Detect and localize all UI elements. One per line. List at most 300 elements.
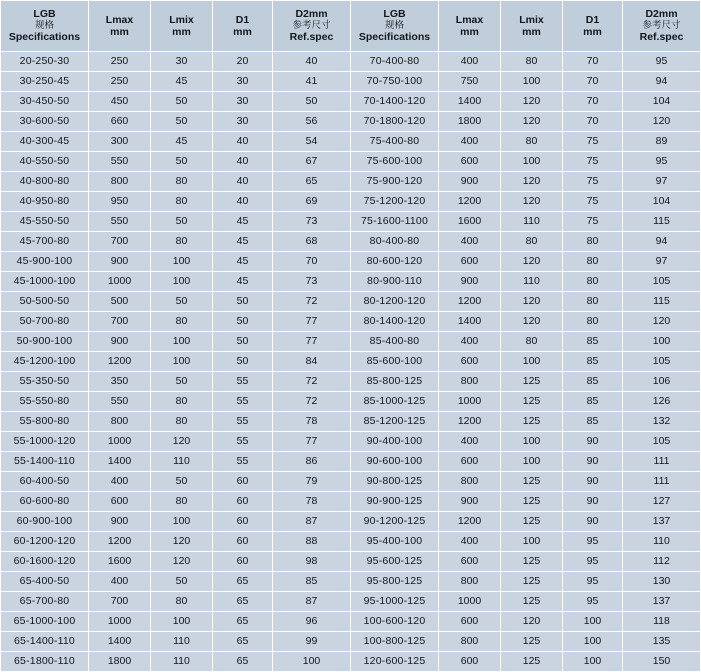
table-row — [1, 92, 701, 112]
table-body — [1, 52, 701, 672]
cell-specification: 80-400-80 — [351, 232, 439, 252]
column-header-subtitle-en: Specifications — [8, 31, 81, 44]
cell-value: 125 — [501, 372, 563, 392]
table-row — [1, 172, 701, 192]
cell-value: 75 — [563, 152, 623, 172]
cell-value: 100 — [623, 332, 701, 352]
cell-value: 50 — [151, 212, 213, 232]
cell-value: 54 — [273, 132, 351, 152]
cell-value: 400 — [89, 572, 151, 592]
table-row — [1, 112, 701, 132]
cell-value: 118 — [623, 612, 701, 632]
cell-value: 100 — [563, 612, 623, 632]
cell-value: 75 — [563, 132, 623, 152]
cell-value: 50 — [151, 572, 213, 592]
cell-value: 45 — [213, 212, 273, 232]
cell-value: 125 — [501, 652, 563, 672]
cell-value: 400 — [439, 532, 501, 552]
cell-value: 400 — [439, 432, 501, 452]
cell-value: 1400 — [439, 92, 501, 112]
cell-value: 100 — [151, 512, 213, 532]
cell-value: 600 — [439, 612, 501, 632]
cell-value: 75 — [563, 192, 623, 212]
cell-value: 126 — [623, 392, 701, 412]
cell-value: 250 — [89, 52, 151, 72]
column-header-title: LGB — [383, 8, 406, 21]
cell-value: 100 — [151, 252, 213, 272]
cell-value: 110 — [151, 632, 213, 652]
table-row — [1, 612, 701, 632]
cell-value: 60 — [213, 552, 273, 572]
table-row — [1, 192, 701, 212]
cell-value: 106 — [623, 372, 701, 392]
cell-specification: 45-1000-100 — [1, 272, 89, 292]
cell-specification: 50-500-50 — [1, 292, 89, 312]
cell-value: 110 — [501, 272, 563, 292]
cell-value: 900 — [439, 492, 501, 512]
cell-value: 90 — [563, 472, 623, 492]
cell-value: 400 — [439, 132, 501, 152]
cell-value: 120 — [151, 532, 213, 552]
cell-value: 60 — [213, 512, 273, 532]
cell-specification: 80-600-120 — [351, 252, 439, 272]
cell-value: 80 — [151, 312, 213, 332]
cell-value: 130 — [623, 572, 701, 592]
cell-value: 55 — [213, 372, 273, 392]
column-header-subtitle-en: mm — [460, 26, 479, 38]
cell-value: 120 — [623, 312, 701, 332]
column-header-subtitle-cn: 规格 — [384, 19, 404, 31]
cell-value: 1000 — [89, 272, 151, 292]
cell-specification: 80-900-110 — [351, 272, 439, 292]
cell-value: 70 — [563, 52, 623, 72]
cell-value: 120 — [623, 112, 701, 132]
cell-value: 30 — [151, 52, 213, 72]
table-row — [1, 392, 701, 412]
cell-value: 1200 — [439, 292, 501, 312]
cell-value: 20 — [213, 52, 273, 72]
cell-value: 85 — [273, 572, 351, 592]
cell-value: 95 — [563, 532, 623, 552]
cell-value: 150 — [623, 652, 701, 672]
cell-specification: 95-400-100 — [351, 532, 439, 552]
cell-specification: 90-800-125 — [351, 472, 439, 492]
column-header-lmix-right — [501, 1, 563, 52]
cell-value: 88 — [273, 532, 351, 552]
cell-value: 127 — [623, 492, 701, 512]
cell-value: 78 — [273, 412, 351, 432]
cell-value: 65 — [213, 652, 273, 672]
cell-specification: 75-1200-120 — [351, 192, 439, 212]
table-row — [1, 252, 701, 272]
cell-value: 550 — [89, 392, 151, 412]
column-header-title: D2mm — [645, 8, 678, 21]
cell-value: 125 — [501, 492, 563, 512]
cell-value: 135 — [623, 632, 701, 652]
table-row — [1, 532, 701, 552]
table-row — [1, 72, 701, 92]
cell-value: 100 — [273, 652, 351, 672]
table-row — [1, 472, 701, 492]
cell-value: 50 — [213, 292, 273, 312]
table-row — [1, 132, 701, 152]
column-header-title: D1 — [235, 13, 250, 26]
column-header-subtitle-cn: 参考尺寸 — [642, 19, 681, 31]
column-header-title: Lmix — [519, 13, 544, 26]
table-header — [1, 1, 701, 52]
column-header-d2-left — [273, 1, 351, 52]
cell-value: 600 — [439, 252, 501, 272]
cell-specification: 40-950-80 — [1, 192, 89, 212]
cell-specification: 65-400-50 — [1, 572, 89, 592]
table-row — [1, 572, 701, 592]
cell-value: 550 — [89, 212, 151, 232]
cell-value: 900 — [89, 252, 151, 272]
cell-specification: 90-1200-125 — [351, 512, 439, 532]
cell-value: 80 — [151, 492, 213, 512]
cell-specification: 85-600-100 — [351, 352, 439, 372]
column-header-subtitle-en: Ref.spec — [639, 31, 684, 44]
cell-specification: 70-1400-120 — [351, 92, 439, 112]
cell-value: 65 — [213, 592, 273, 612]
cell-value: 80 — [501, 52, 563, 72]
cell-value: 40 — [213, 192, 273, 212]
table-row — [1, 292, 701, 312]
cell-value: 95 — [623, 52, 701, 72]
cell-value: 50 — [151, 292, 213, 312]
cell-value: 1400 — [439, 312, 501, 332]
cell-value: 100 — [501, 72, 563, 92]
cell-specification: 40-550-50 — [1, 152, 89, 172]
cell-value: 95 — [563, 592, 623, 612]
cell-value: 115 — [623, 212, 701, 232]
cell-value: 80 — [563, 232, 623, 252]
column-header-lgb-right — [351, 1, 439, 52]
cell-value: 125 — [501, 392, 563, 412]
cell-value: 90 — [563, 452, 623, 472]
column-header-d1-left — [213, 1, 273, 52]
cell-value: 1200 — [89, 532, 151, 552]
table-row — [1, 372, 701, 392]
cell-value: 950 — [89, 192, 151, 212]
cell-value: 73 — [273, 272, 351, 292]
cell-specification: 60-900-100 — [1, 512, 89, 532]
cell-value: 125 — [501, 412, 563, 432]
cell-value: 80 — [151, 192, 213, 212]
cell-specification: 50-700-80 — [1, 312, 89, 332]
column-header-title: Lmax — [455, 13, 484, 26]
column-header-d1-right — [563, 1, 623, 52]
cell-value: 70 — [563, 112, 623, 132]
cell-value: 105 — [623, 272, 701, 292]
cell-value: 70 — [273, 252, 351, 272]
column-header-lgb-left — [1, 1, 89, 52]
cell-value: 50 — [151, 472, 213, 492]
cell-value: 85 — [563, 412, 623, 432]
cell-specification: 80-1200-120 — [351, 292, 439, 312]
cell-value: 1400 — [89, 632, 151, 652]
cell-value: 50 — [213, 332, 273, 352]
cell-value: 50 — [151, 92, 213, 112]
cell-specification: 70-750-100 — [351, 72, 439, 92]
cell-value: 80 — [563, 252, 623, 272]
cell-value: 50 — [151, 112, 213, 132]
cell-value: 86 — [273, 452, 351, 472]
cell-value: 1600 — [89, 552, 151, 572]
table-row — [1, 52, 701, 72]
column-header-lmix-left — [151, 1, 213, 52]
table-row — [1, 512, 701, 532]
cell-value: 73 — [273, 212, 351, 232]
cell-value: 75 — [563, 212, 623, 232]
cell-value: 115 — [623, 292, 701, 312]
cell-specification: 80-1400-120 — [351, 312, 439, 332]
cell-value: 800 — [439, 372, 501, 392]
cell-value: 550 — [89, 152, 151, 172]
cell-value: 100 — [501, 452, 563, 472]
cell-value: 80 — [501, 332, 563, 352]
cell-value: 77 — [273, 432, 351, 452]
table-row — [1, 632, 701, 652]
cell-specification: 45-900-100 — [1, 252, 89, 272]
table-row — [1, 452, 701, 472]
column-header-title: LGB — [33, 8, 56, 21]
cell-value: 110 — [501, 212, 563, 232]
cell-value: 30 — [213, 92, 273, 112]
table-row — [1, 312, 701, 332]
cell-value: 100 — [151, 272, 213, 292]
cell-value: 500 — [89, 292, 151, 312]
cell-value: 67 — [273, 152, 351, 172]
table-row — [1, 332, 701, 352]
cell-specification: 55-1000-120 — [1, 432, 89, 452]
cell-specification: 75-900-120 — [351, 172, 439, 192]
cell-value: 30 — [213, 72, 273, 92]
cell-value: 900 — [89, 332, 151, 352]
cell-value: 100 — [501, 432, 563, 452]
cell-value: 111 — [623, 452, 701, 472]
table-row — [1, 412, 701, 432]
cell-value: 30 — [213, 112, 273, 132]
cell-value: 900 — [439, 172, 501, 192]
cell-value: 125 — [501, 512, 563, 532]
cell-specification: 55-350-50 — [1, 372, 89, 392]
cell-value: 78 — [273, 492, 351, 512]
cell-value: 94 — [623, 72, 701, 92]
cell-value: 55 — [213, 432, 273, 452]
cell-value: 80 — [151, 592, 213, 612]
cell-value: 137 — [623, 592, 701, 612]
cell-value: 97 — [623, 172, 701, 192]
cell-value: 50 — [273, 92, 351, 112]
cell-value: 80 — [151, 232, 213, 252]
cell-value: 800 — [439, 632, 501, 652]
cell-value: 105 — [623, 432, 701, 452]
cell-value: 80 — [563, 292, 623, 312]
cell-value: 45 — [213, 272, 273, 292]
cell-value: 104 — [623, 92, 701, 112]
cell-specification: 30-600-50 — [1, 112, 89, 132]
cell-value: 80 — [151, 392, 213, 412]
cell-specification: 45-700-80 — [1, 232, 89, 252]
cell-value: 400 — [89, 472, 151, 492]
cell-value: 40 — [213, 152, 273, 172]
cell-specification: 30-450-50 — [1, 92, 89, 112]
column-header-title: Lmax — [105, 13, 134, 26]
cell-value: 72 — [273, 392, 351, 412]
cell-value: 400 — [439, 52, 501, 72]
cell-specification: 30-250-45 — [1, 72, 89, 92]
cell-value: 94 — [623, 232, 701, 252]
cell-value: 87 — [273, 592, 351, 612]
cell-specification: 60-1200-120 — [1, 532, 89, 552]
cell-value: 55 — [213, 392, 273, 412]
cell-value: 104 — [623, 192, 701, 212]
column-header-title: Lmix — [169, 13, 194, 26]
cell-value: 660 — [89, 112, 151, 132]
cell-value: 1000 — [89, 432, 151, 452]
cell-value: 111 — [623, 472, 701, 492]
cell-value: 800 — [439, 472, 501, 492]
cell-value: 120 — [501, 92, 563, 112]
cell-value: 800 — [439, 572, 501, 592]
cell-value: 72 — [273, 292, 351, 312]
cell-value: 120 — [501, 292, 563, 312]
cell-specification: 60-600-80 — [1, 492, 89, 512]
cell-value: 100 — [563, 652, 623, 672]
cell-specification: 55-800-80 — [1, 412, 89, 432]
cell-value: 1200 — [439, 192, 501, 212]
cell-value: 1800 — [439, 112, 501, 132]
cell-specification: 95-600-125 — [351, 552, 439, 572]
cell-value: 450 — [89, 92, 151, 112]
cell-value: 100 — [501, 532, 563, 552]
cell-value: 105 — [623, 352, 701, 372]
cell-value: 55 — [213, 412, 273, 432]
table-row — [1, 652, 701, 672]
cell-specification: 40-300-45 — [1, 132, 89, 152]
cell-value: 400 — [439, 332, 501, 352]
cell-value: 95 — [563, 572, 623, 592]
cell-value: 45 — [213, 252, 273, 272]
cell-specification: 75-400-80 — [351, 132, 439, 152]
cell-specification: 85-1000-125 — [351, 392, 439, 412]
column-header-title: D1 — [585, 13, 600, 26]
column-header-lmax-left — [89, 1, 151, 52]
cell-specification: 70-1800-120 — [351, 112, 439, 132]
cell-value: 1200 — [439, 512, 501, 532]
cell-value: 100 — [151, 332, 213, 352]
cell-value: 250 — [89, 72, 151, 92]
cell-specification: 120-600-125 — [351, 652, 439, 672]
cell-value: 1800 — [89, 652, 151, 672]
cell-value: 112 — [623, 552, 701, 572]
cell-value: 120 — [501, 172, 563, 192]
cell-specification: 55-1400-110 — [1, 452, 89, 472]
cell-value: 80 — [151, 412, 213, 432]
column-header-title: D2mm — [295, 8, 328, 21]
cell-value: 1600 — [439, 212, 501, 232]
cell-specification: 55-550-80 — [1, 392, 89, 412]
cell-value: 70 — [563, 92, 623, 112]
cell-value: 50 — [213, 312, 273, 332]
cell-value: 600 — [439, 652, 501, 672]
cell-specification: 20-250-30 — [1, 52, 89, 72]
cell-value: 60 — [213, 532, 273, 552]
cell-value: 56 — [273, 112, 351, 132]
cell-specification: 75-600-100 — [351, 152, 439, 172]
cell-specification: 100-800-125 — [351, 632, 439, 652]
cell-value: 100 — [501, 152, 563, 172]
cell-value: 1200 — [439, 412, 501, 432]
cell-value: 90 — [563, 512, 623, 532]
cell-value: 600 — [89, 492, 151, 512]
column-header-subtitle-en: mm — [583, 26, 602, 38]
cell-value: 750 — [439, 72, 501, 92]
cell-value: 120 — [501, 192, 563, 212]
cell-value: 700 — [89, 312, 151, 332]
cell-value: 50 — [151, 152, 213, 172]
cell-value: 1200 — [89, 352, 151, 372]
cell-value: 41 — [273, 72, 351, 92]
cell-value: 50 — [213, 352, 273, 372]
cell-value: 1000 — [89, 612, 151, 632]
cell-value: 90 — [563, 432, 623, 452]
cell-value: 80 — [563, 272, 623, 292]
cell-value: 40 — [213, 132, 273, 152]
cell-value: 110 — [623, 532, 701, 552]
cell-specification: 85-400-80 — [351, 332, 439, 352]
cell-specification: 50-900-100 — [1, 332, 89, 352]
column-header-lmax-right — [439, 1, 501, 52]
cell-value: 90 — [563, 492, 623, 512]
cell-value: 600 — [439, 352, 501, 372]
cell-value: 100 — [563, 632, 623, 652]
cell-value: 132 — [623, 412, 701, 432]
cell-value: 700 — [89, 592, 151, 612]
cell-value: 350 — [89, 372, 151, 392]
cell-specification: 65-1800-110 — [1, 652, 89, 672]
cell-value: 72 — [273, 372, 351, 392]
cell-value: 110 — [151, 652, 213, 672]
column-header-subtitle-en: mm — [233, 26, 252, 38]
cell-value: 120 — [501, 312, 563, 332]
cell-specification: 40-800-80 — [1, 172, 89, 192]
cell-value: 80 — [151, 172, 213, 192]
cell-value: 120 — [151, 552, 213, 572]
cell-value: 65 — [213, 612, 273, 632]
table-row — [1, 492, 701, 512]
cell-value: 110 — [151, 452, 213, 472]
cell-value: 120 — [501, 112, 563, 132]
column-header-subtitle-en: Ref.spec — [289, 31, 334, 44]
cell-specification: 85-1200-125 — [351, 412, 439, 432]
cell-value: 600 — [439, 552, 501, 572]
cell-value: 125 — [501, 632, 563, 652]
cell-specification: 95-800-125 — [351, 572, 439, 592]
cell-specification: 60-1600-120 — [1, 552, 89, 572]
column-header-subtitle-cn: 规格 — [34, 19, 54, 31]
cell-value: 45 — [151, 132, 213, 152]
cell-specification: 90-900-125 — [351, 492, 439, 512]
table-row — [1, 232, 701, 252]
cell-value: 80 — [563, 312, 623, 332]
cell-value: 120 — [151, 432, 213, 452]
cell-value: 77 — [273, 332, 351, 352]
column-header-subtitle-cn: 参考尺寸 — [292, 19, 331, 31]
cell-value: 85 — [563, 372, 623, 392]
cell-value: 89 — [623, 132, 701, 152]
